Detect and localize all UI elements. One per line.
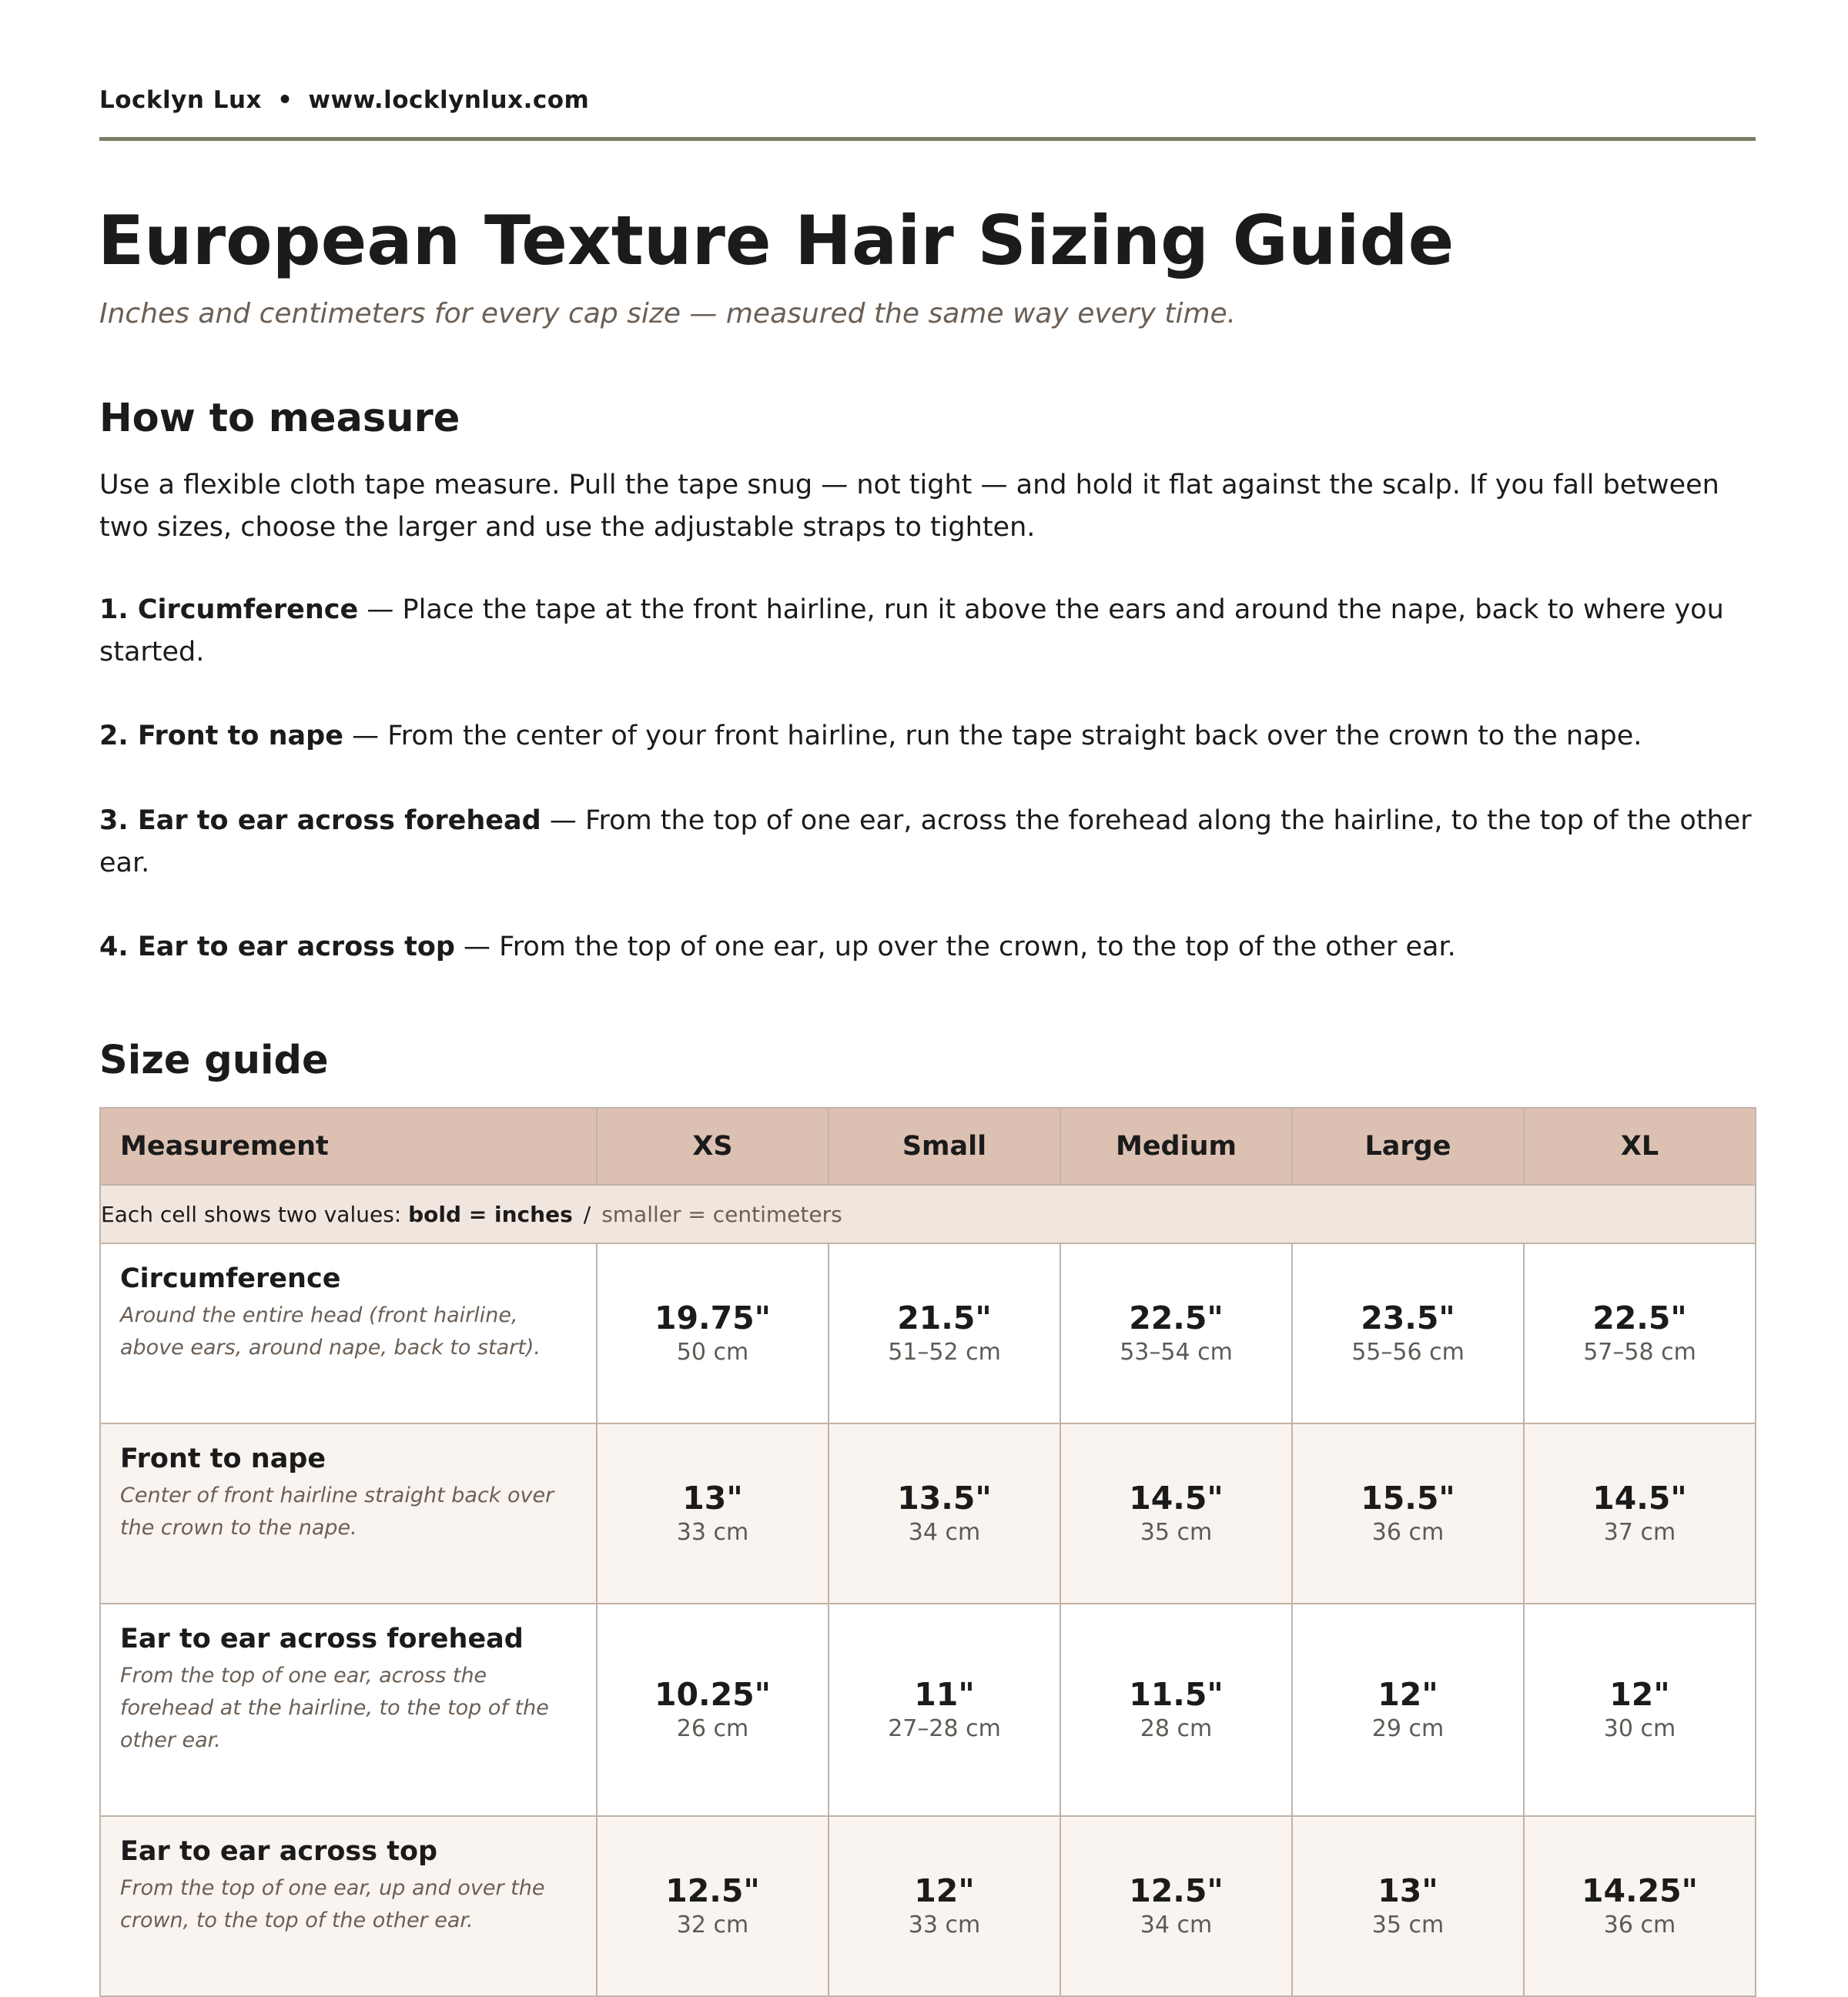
value-inches: 14.25" — [1581, 1872, 1699, 1909]
value-centimeters: 34 cm — [908, 1519, 981, 1546]
value-inches: 11" — [914, 1676, 975, 1713]
table-row-ear-to-ear-top — [100, 1816, 1756, 1996]
column-header-xs: XS — [597, 1108, 829, 1185]
value-inches: 22.5" — [1592, 1300, 1687, 1336]
value-cell-xl — [1524, 1243, 1756, 1423]
measurement-name: Ear to ear across top — [120, 1836, 438, 1867]
column-header-xl: XL — [1524, 1108, 1756, 1185]
value-centimeters: 37 cm — [1603, 1519, 1676, 1546]
measurement-cell — [100, 1816, 597, 1996]
value-inches: 21.5" — [897, 1300, 992, 1336]
value-cell-small — [829, 1243, 1060, 1423]
value-inches: 12" — [914, 1872, 975, 1909]
measurement-cell — [100, 1243, 597, 1423]
value-inches: 12" — [1609, 1676, 1670, 1713]
how-to-measure-heading: How to measure — [99, 396, 460, 441]
value-inches: 13" — [682, 1480, 743, 1517]
column-header-measurement: Measurement — [100, 1108, 597, 1185]
measurement-description: Center of front hairline straight back over the crown to the nape. — [120, 1484, 554, 1540]
page-title: European Texture Hair Sizing Guide — [98, 201, 1455, 280]
size-guide-heading: Size guide — [99, 1038, 329, 1083]
value-cell-xs — [597, 1423, 829, 1604]
website-link[interactable]: www.locklynlux.com — [308, 86, 590, 114]
value-centimeters: 29 cm — [1371, 1715, 1445, 1742]
value-cell-small — [829, 1816, 1060, 1996]
step-text: — From the center of your front hairline, run the tape straight back over the crown to the nape. — [343, 721, 1642, 751]
value-centimeters: 34 cm — [1140, 1912, 1213, 1938]
value-centimeters: 55–56 cm — [1351, 1339, 1465, 1366]
measure-step-1 — [99, 589, 1755, 674]
value-centimeters: 33 cm — [676, 1519, 749, 1546]
size-guide-table — [99, 1107, 1756, 1997]
value-centimeters: 35 cm — [1371, 1912, 1445, 1938]
value-centimeters: 32 cm — [676, 1912, 749, 1938]
value-centimeters: 28 cm — [1140, 1715, 1213, 1742]
brand-separator: • — [277, 86, 293, 114]
brand-header — [99, 86, 589, 114]
step-text: — Place the tape at the front hairline, run it above the ears and around the nape, back to where you started. — [99, 594, 1724, 667]
value-inches: 22.5" — [1129, 1300, 1224, 1336]
column-header-medium: Medium — [1060, 1108, 1292, 1185]
value-cell-small — [829, 1423, 1060, 1604]
column-header-small: Small — [829, 1108, 1060, 1185]
value-inches: 12.5" — [1129, 1872, 1224, 1909]
measure-step-4 — [99, 926, 1755, 968]
step-text: — From the top of one ear, across the forehead along the hairline, to the top of the other ear. — [99, 805, 1752, 878]
step-label: 3. Ear to ear across forehead — [99, 805, 541, 836]
legend-prefix: Each cell shows two values: — [101, 1201, 409, 1227]
measurement-name: Front to nape — [120, 1443, 326, 1474]
measure-step-3 — [99, 800, 1755, 885]
legend-slash: / — [583, 1201, 591, 1227]
step-label: 1. Circumference — [99, 594, 359, 625]
how-to-measure-intro: Use a flexible cloth tape measure. Pull the tape snug — not tight — and hold it flat against the scalp. If you fall between two sizes, choose the larger and use the adjustable straps to tighten. — [99, 470, 1719, 543]
value-inches: 14.5" — [1129, 1480, 1224, 1517]
table-legend-row — [100, 1185, 1756, 1243]
value-inches: 23.5" — [1361, 1300, 1455, 1336]
value-cell-xl — [1524, 1423, 1756, 1604]
value-inches: 12" — [1378, 1676, 1438, 1713]
value-inches: 14.5" — [1592, 1480, 1687, 1517]
table-row-circumference — [100, 1243, 1756, 1423]
value-centimeters: 57–58 cm — [1583, 1339, 1696, 1366]
value-centimeters: 27–28 cm — [888, 1715, 1001, 1742]
legend-centimeters: smaller = centimeters — [601, 1201, 842, 1227]
value-centimeters: 35 cm — [1140, 1519, 1213, 1546]
measurement-description: From the top of one ear, up and over the crown, to the top of the other ear. — [120, 1876, 545, 1932]
value-inches: 12.5" — [665, 1872, 760, 1909]
column-header-large: Large — [1292, 1108, 1524, 1185]
value-inches: 10.25" — [654, 1676, 772, 1713]
value-centimeters: 51–52 cm — [888, 1339, 1001, 1366]
value-cell-xs — [597, 1243, 829, 1423]
value-inches: 15.5" — [1361, 1480, 1455, 1517]
value-cell-medium — [1060, 1243, 1292, 1423]
value-cell-medium — [1060, 1816, 1292, 1996]
value-inches: 19.75" — [654, 1300, 772, 1336]
table-row-ear-to-ear-forehead — [100, 1604, 1756, 1816]
measurement-name: Ear to ear across forehead — [120, 1624, 524, 1654]
value-cell-xl — [1524, 1816, 1756, 1996]
value-centimeters: 30 cm — [1603, 1715, 1676, 1742]
measurement-cell — [100, 1604, 597, 1816]
value-centimeters: 36 cm — [1603, 1912, 1676, 1938]
value-cell-xs — [597, 1604, 829, 1816]
value-cell-medium — [1060, 1604, 1292, 1816]
value-cell-medium — [1060, 1423, 1292, 1604]
value-cell-large — [1292, 1816, 1524, 1996]
measurement-description: Around the entire head (front hairline, above ears, around nape, back to start). — [120, 1303, 541, 1360]
step-label: 2. Front to nape — [99, 721, 343, 751]
value-centimeters: 36 cm — [1371, 1519, 1445, 1546]
header-divider — [99, 137, 1756, 141]
value-cell-xs — [597, 1816, 829, 1996]
table-row-front-to-nape — [100, 1423, 1756, 1604]
measure-step-2 — [99, 715, 1755, 758]
measurement-cell — [100, 1423, 597, 1604]
value-centimeters: 53–54 cm — [1120, 1339, 1233, 1366]
step-text: — From the top of one ear, up over the crown, to the top of the other ear. — [454, 932, 1456, 962]
value-cell-large — [1292, 1423, 1524, 1604]
value-cell-small — [829, 1604, 1060, 1816]
table-header-row — [100, 1108, 1756, 1185]
value-inches: 11.5" — [1129, 1676, 1224, 1713]
value-inches: 13.5" — [897, 1480, 992, 1517]
page-subtitle: Inches and centimeters for every cap size — measured the same way every time. — [99, 298, 1237, 329]
value-cell-xl — [1524, 1604, 1756, 1816]
measurement-name: Circumference — [120, 1263, 341, 1294]
value-centimeters: 33 cm — [908, 1912, 981, 1938]
brand-name: Locklyn Lux — [99, 86, 263, 114]
measurement-description: From the top of one ear, across the forehead at the hairline, to the top of the other ear. — [120, 1664, 549, 1752]
legend-inches: bold = inches — [408, 1201, 573, 1227]
value-cell-large — [1292, 1604, 1524, 1816]
table-legend — [100, 1185, 1756, 1243]
value-cell-large — [1292, 1243, 1524, 1423]
value-centimeters: 50 cm — [676, 1339, 749, 1366]
value-inches: 13" — [1378, 1872, 1438, 1909]
step-label: 4. Ear to ear across top — [99, 932, 455, 962]
value-centimeters: 26 cm — [676, 1715, 749, 1742]
